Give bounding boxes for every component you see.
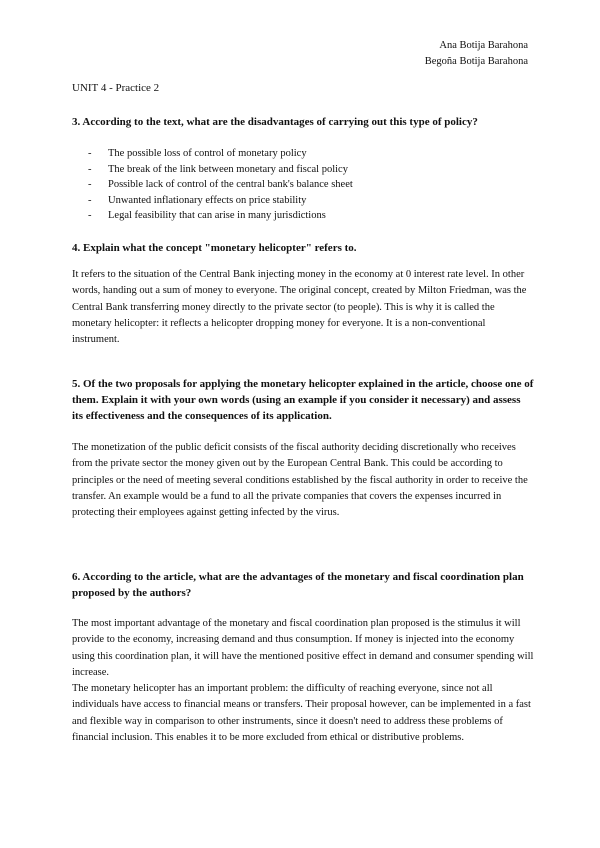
- list-item: - The break of the link between monetary and fiscal policy: [88, 162, 353, 178]
- list-item: - The possible loss of control of monetary policy: [88, 146, 353, 162]
- unit-title: UNIT 4 - Practice 2: [72, 82, 160, 94]
- question-3: 3. According to the text, what are the disadvantages of carrying out this type of policy?: [72, 116, 478, 128]
- author-name-2: Begoña Botija Barahona: [424, 56, 528, 67]
- list-item: - Possible lack of control of the central bank's balance sheet: [88, 177, 353, 193]
- author-block: [425, 38, 528, 70]
- list-item: - Legal feasibility that can arise in many jurisdictions: [88, 208, 353, 224]
- answer-6-paragraph-2: The monetary helicopter has an important problem: the difficulty of reaching everyone, since not all individuals have access to financial means or transfers. Their proposal however, can be implemented in a fast and flexible way in comparison to other instruments, since it doesn't need to address these problems of financial inclusion. This enables it to be more excluded from ethical or distributive problems.: [72, 683, 531, 743]
- question-6: 6. According to the article, what are the advantages of the monetary and fiscal coordination plan proposed by the authors?: [72, 571, 524, 599]
- disadvantages-list: [88, 146, 353, 224]
- answer-4: It refers to the situation of the Central Bank injecting money in the economy at 0 interest rate level. In other words, handing out a sum of money to everyone. The original concept, created by Milton Friedman, was the Central Bank transferring money directly to the private sector (to people). This is why it is called the monetary helicopter: it reflects a helicopter dropping money for everyone. It is a non-conventional instrument.: [72, 269, 527, 346]
- answer-5: The monetization of the public deficit consists of the fiscal authority deciding discretionally who receives from the private sector the money given out by the European Central Bank. This could be according to principles or the need of meeting several conditions established by the fiscal authority in order to receive the transfer. An example would be a fund to all the private companies that covers the expenses incurred in protecting their employees against getting infected by the virus.: [72, 442, 528, 519]
- question-5: 5. Of the two proposals for applying the monetary helicopter explained in the article, choose one of them. Explain it with your own words (using an example if you consider it necessary) and assess its effectiveness and the consequences of its application.: [72, 378, 534, 422]
- list-item: - Unwanted inflationary effects on price stability: [88, 193, 353, 209]
- author-name-1: Ana Botija Barahona: [439, 40, 528, 51]
- question-4: 4. Explain what the concept "monetary helicopter" refers to.: [72, 242, 357, 254]
- answer-6-paragraph-1: The most important advantage of the monetary and fiscal coordination plan proposed is the stimulus it will provide to the economy, increasing demand and thus consumption. If money is injected into the economy using this coordination plan, it will have the mentioned positive effect in demand and consumer spending will increase.: [72, 618, 534, 678]
